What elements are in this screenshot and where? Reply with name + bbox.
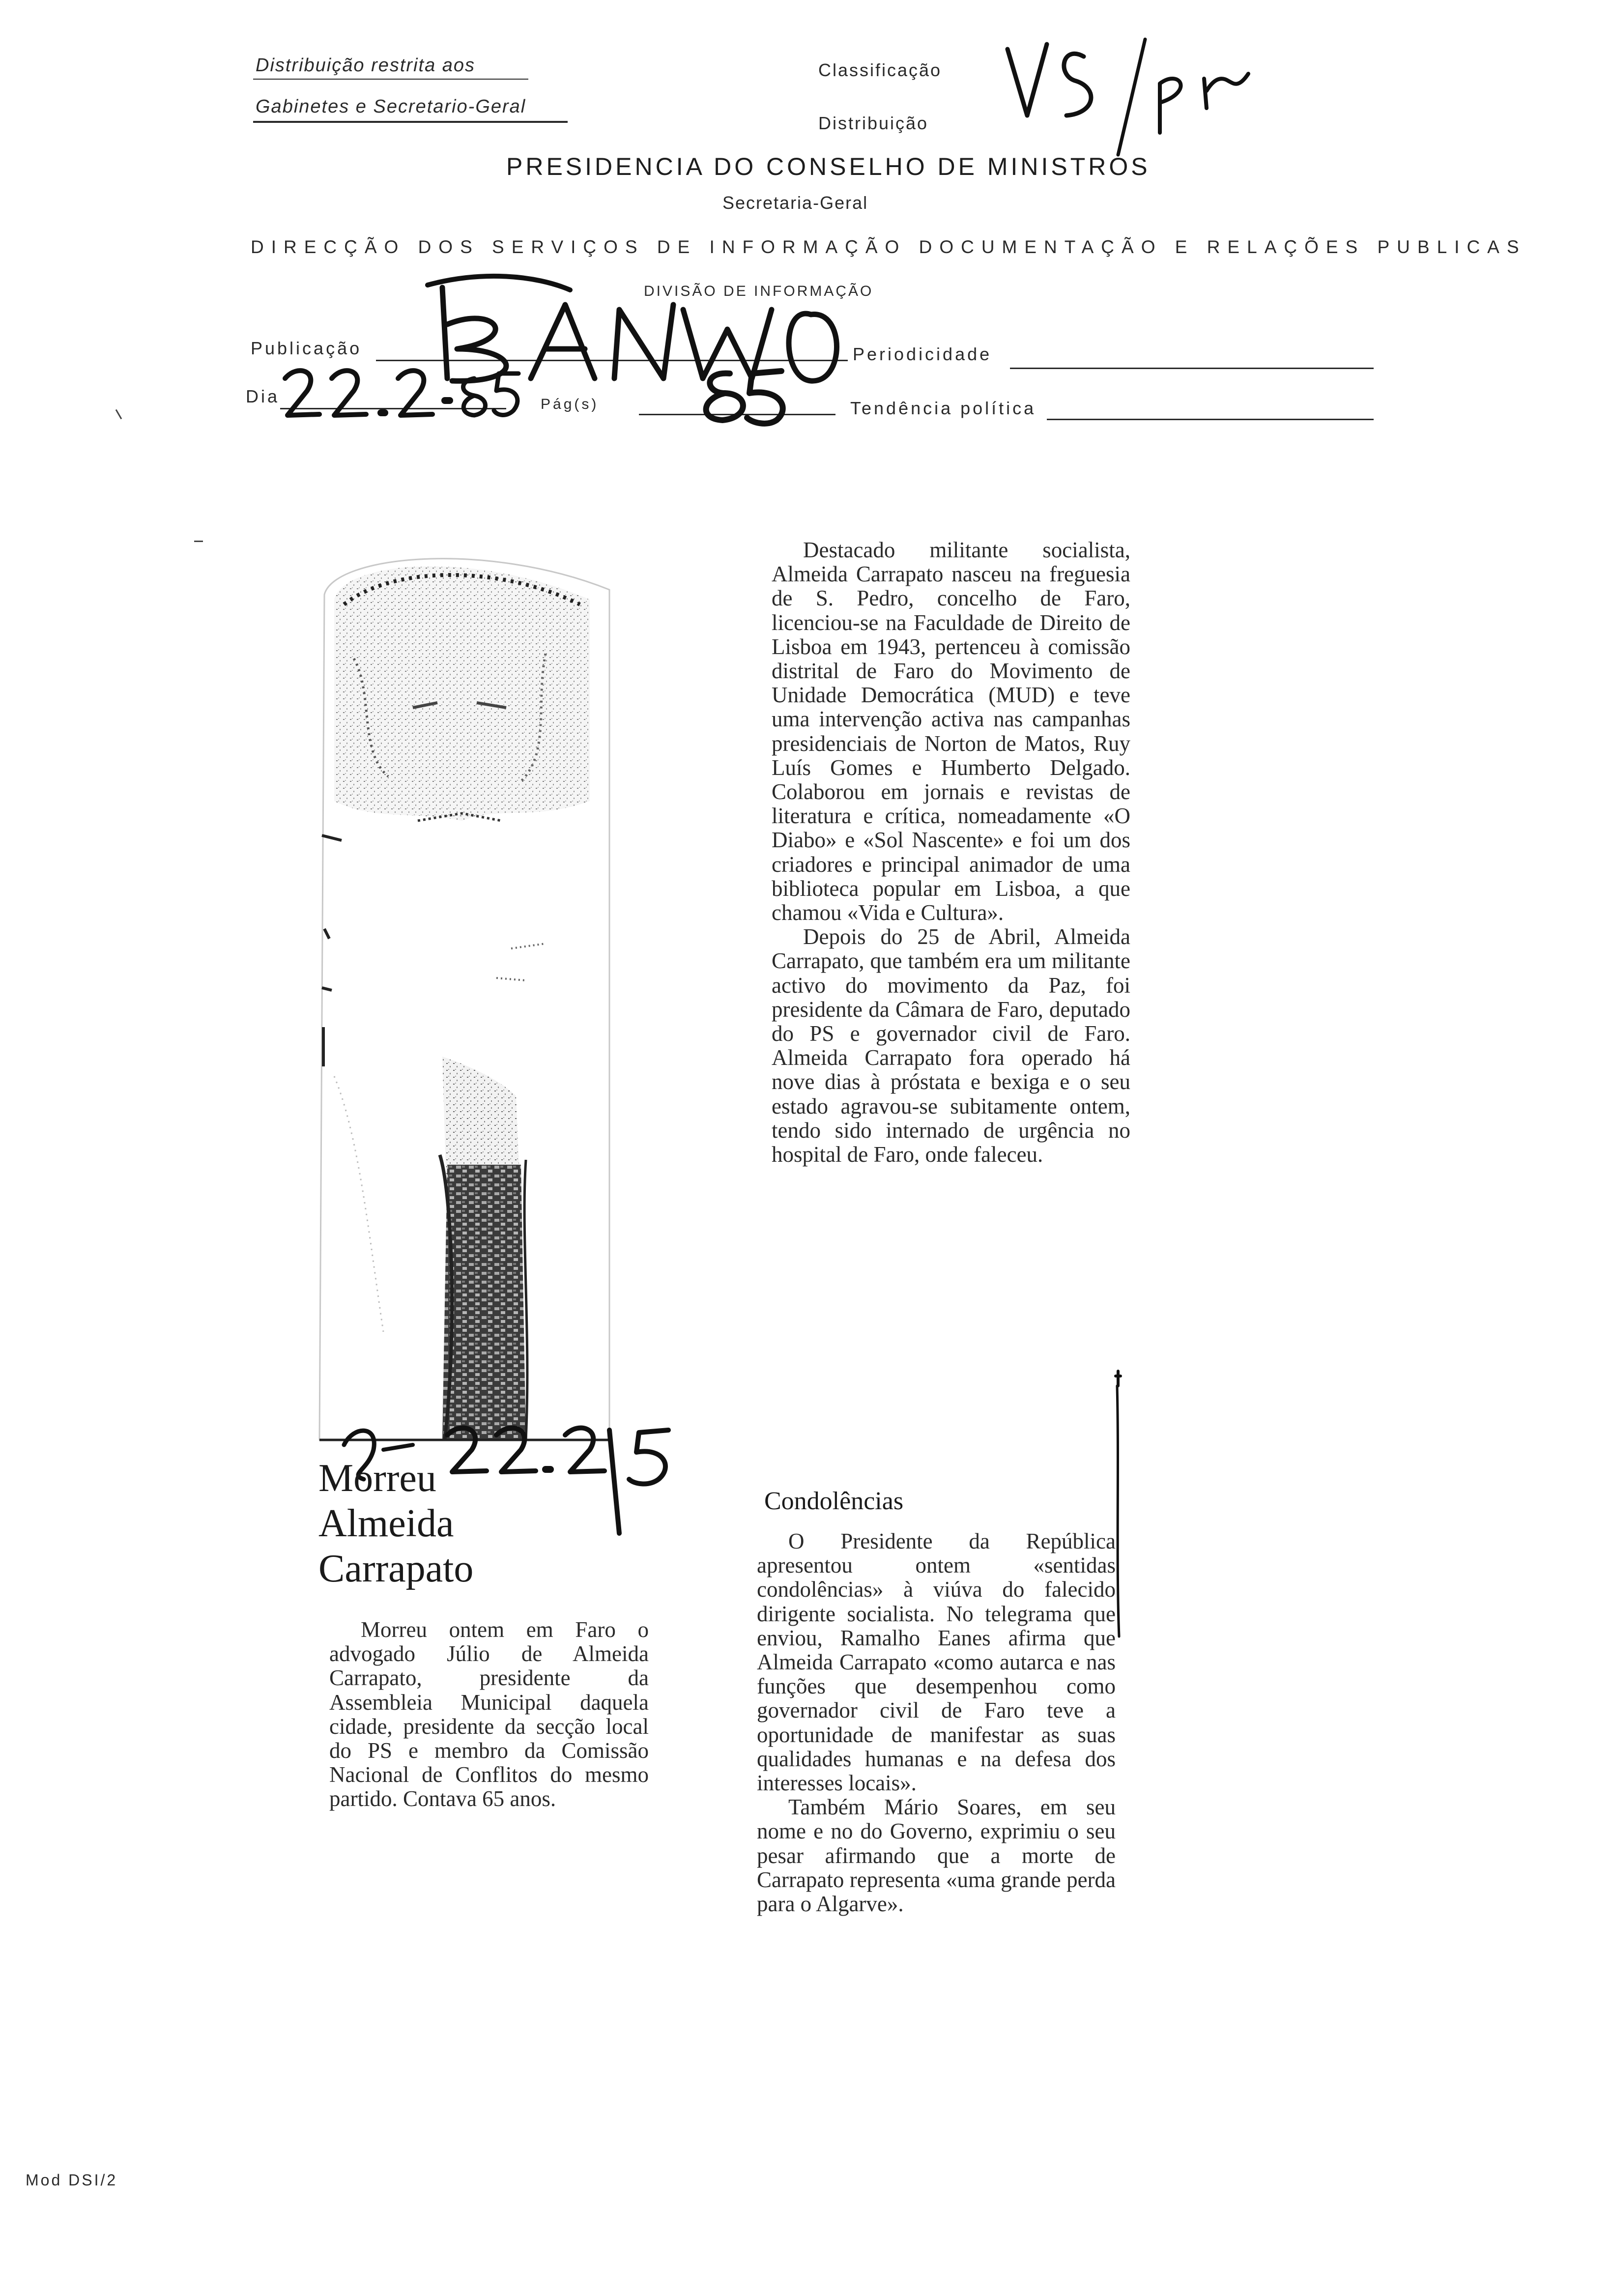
condolences-paragraph: Também Mário Soares, em seu nome e no do Governo, exprimiu o seu pesar afirmando que a morte de Carrapato representa «uma grande perda para o Algarve».	[757, 1795, 1116, 1917]
condolencias-subheading: Condolências	[764, 1487, 904, 1515]
institution-title: PRESIDENCIA DO CONSELHO DE MINISTROS	[506, 153, 1151, 180]
secretaria-label: Secretaria-Geral	[722, 193, 868, 213]
underline	[253, 121, 568, 123]
distribuicao-label: Distribuição	[818, 113, 929, 133]
form-code: Mod DSI/2	[26, 2171, 118, 2189]
scan-mark	[194, 541, 203, 542]
divisao-label: DIVISÃO DE INFORMAÇÃO	[644, 283, 874, 299]
margin-bracket	[1108, 1366, 1128, 1641]
scan-mark	[115, 409, 122, 420]
periodicidade-label: Periodicidade	[853, 344, 992, 364]
tendencia-label: Tendência política	[850, 398, 1036, 418]
body-paragraph: Depois do 25 de Abril, Almeida Carrapato, que também era um militante activo do movimento da Paz, foi presidente da Câmara de Faro, deputado do PS e governador civil de Faro. Almeida Carrapato fora operado há nove dias à próstata e bexiga e o seu estado agravou-se subitamente ontem, tendo sido internado de urgência no hospital de Faro, onde faleceu.	[772, 924, 1130, 1167]
condolences-body	[757, 1529, 1116, 1916]
periodicidade-line	[1010, 368, 1374, 369]
headline-line: Almeida	[318, 1502, 454, 1545]
article-lead	[329, 1618, 649, 1811]
portrait-photo	[315, 545, 619, 1445]
headline-line: Morreu	[318, 1457, 436, 1500]
pags-label: Pág(s)	[541, 396, 599, 412]
headline-line: Carrapato	[318, 1547, 474, 1590]
classificacao-label: Classificação	[818, 60, 942, 80]
publicacao-label: Publicação	[251, 338, 362, 358]
underline	[253, 79, 528, 80]
distribution-note-line2: Gabinetes e Secretario-Geral	[256, 96, 526, 117]
handwritten-page	[683, 364, 801, 432]
handwritten-day	[278, 361, 533, 430]
condolences-paragraph: O Presidente da República apresentou ontem «sentidas condolências» à viúva do falecido dirigente socialista. No telegrama que enviou, Ramalho Eanes afirma que Almeida Carrapato «como autarca e nas funções que desempenhou como governador civil de Faro teve a oportunidade de manifestar as suas qualidades humanas e na defesa dos interesses locais».	[757, 1529, 1116, 1796]
headline	[318, 1456, 672, 1591]
lead-paragraph: Morreu ontem em Faro o advogado Júlio de Almeida Carrapato, presidente da Assembleia Municipal daquela cidade, presidente da secção local do PS e membro da Comissão Nacional de Conflitos do mesmo partido. Contava 65 anos.	[329, 1617, 649, 1811]
article-body	[772, 538, 1130, 1167]
body-paragraph: Destacado militante socialista, Almeida Carrapato nasceu na freguesia de S. Pedro, concelho de Faro, licenciou-se na Faculdade de Direito de Lisboa em 1943, pertenceu à comissão distrital de Faro do Movimento de Unidade Democrática (MUD) e teve uma intervenção activa nas campanhas presidenciais de Norton de Matos, Ruy Luís Gomes e Humberto Delgado. Colaborou em jornais e revistas de literatura e crítica, nomeadamente «O Diabo» e «Sol Nascente» e foi um dos criadores e principal animador de uma biblioteca popular em Lisboa, a que chamou «Vida e Cultura».	[772, 538, 1130, 925]
distribution-note-line1: Distribuição restrita aos	[256, 55, 476, 76]
dia-label: Dia	[246, 386, 280, 406]
handwritten-classification	[998, 29, 1253, 157]
tendencia-line	[1047, 419, 1374, 420]
direccao-label: DIRECÇÃO DOS SERVIÇOS DE INFORMAÇÃO DOCUMENTAÇÃO E RELAÇÕES PUBLICAS	[251, 237, 1526, 257]
